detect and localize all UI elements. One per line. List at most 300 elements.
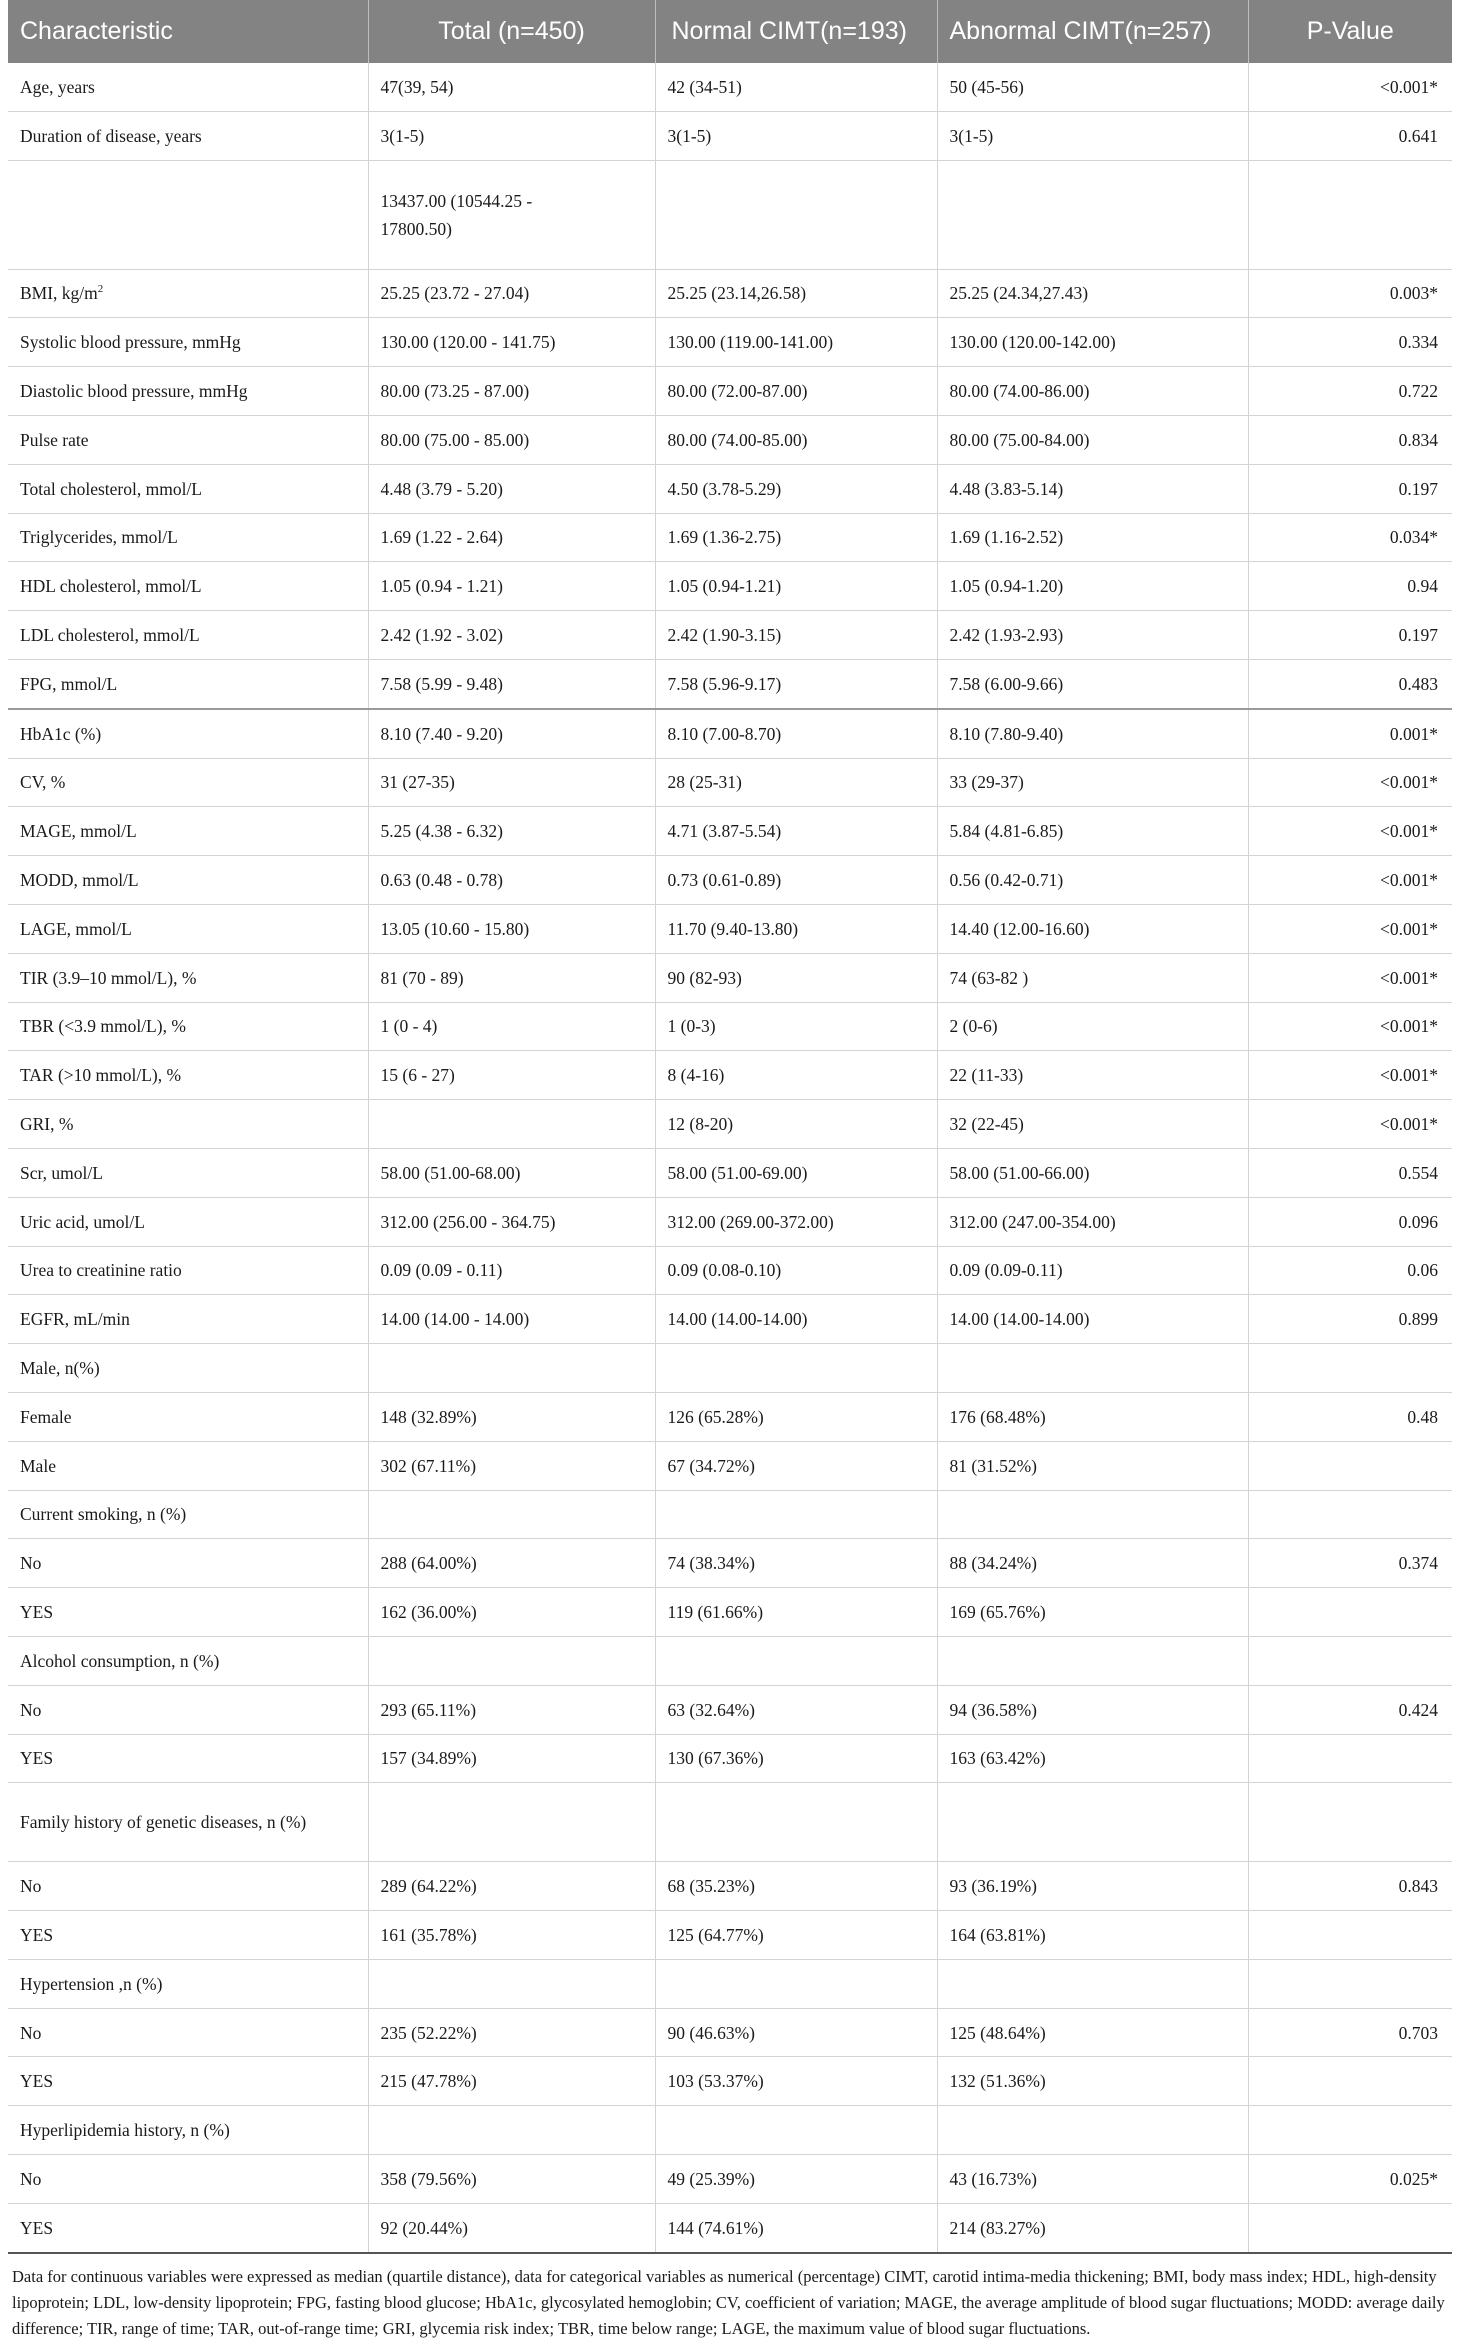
cell-total <box>368 1051 655 1100</box>
cell-text: 1.05 (0.94-1.20) <box>949 576 1064 597</box>
cell-characteristic <box>8 659 368 708</box>
cell-characteristic <box>8 1148 368 1197</box>
cell-text: 1.69 (1.22 - 2.64) <box>380 527 503 548</box>
cell-text: 0.94 <box>1407 576 1438 597</box>
cell-text: 0.09 (0.09-0.11) <box>949 1260 1063 1281</box>
cell-text: 132 (51.36%) <box>949 2071 1046 2092</box>
cell-characteristic <box>8 1685 368 1734</box>
cell-characteristic <box>8 1246 368 1295</box>
cell-text: <0.001* <box>1380 870 1438 891</box>
characteristics-table <box>8 0 1452 2254</box>
cell-p-value <box>1248 2106 1452 2155</box>
cell-normal-cimt <box>655 1100 937 1149</box>
cell-abnormal-cimt <box>937 1197 1248 1246</box>
cell-total <box>368 1588 655 1637</box>
cell-text: 8.10 (7.40 - 9.20) <box>380 723 503 744</box>
cell-text: 2 (0-6) <box>949 1016 998 1037</box>
cell-text: Hyperlipidemia history, n (%) <box>20 2120 230 2141</box>
table-row <box>8 1295 1452 1344</box>
cell-text: 8.10 (7.00-8.70) <box>667 723 782 744</box>
cell-normal-cimt <box>655 1959 937 2008</box>
cell-normal-cimt <box>655 1862 937 1911</box>
table-row <box>8 2008 1452 2057</box>
cell-text: 0.48 <box>1407 1406 1438 1427</box>
cell-characteristic <box>8 1959 368 2008</box>
cell-text: 11.70 (9.40-13.80) <box>667 918 799 939</box>
header-abnormal-cimt: Abnormal CIMT(n=257) <box>937 0 1248 63</box>
cell-text: 4.50 (3.78-5.29) <box>667 478 782 499</box>
cell-characteristic <box>8 1734 368 1783</box>
table-row <box>8 1148 1452 1197</box>
cell-text: 0.56 (0.42-0.71) <box>949 870 1064 891</box>
cell-normal-cimt <box>655 1392 937 1441</box>
cell-text: 1.69 (1.16-2.52) <box>949 527 1064 548</box>
cell-abnormal-cimt <box>937 709 1248 758</box>
cell-text: Alcohol consumption, n (%) <box>20 1650 220 1671</box>
cell-text: 93 (36.19%) <box>949 1876 1037 1897</box>
table-row <box>8 1344 1452 1393</box>
cell-p-value <box>1248 1441 1452 1490</box>
cell-abnormal-cimt <box>937 1051 1248 1100</box>
table-row <box>8 562 1452 611</box>
cell-text: 28 (25-31) <box>667 772 742 793</box>
cell-normal-cimt <box>655 318 937 367</box>
table-row <box>8 1392 1452 1441</box>
cell-text: <0.001* <box>1380 821 1438 842</box>
cell-text: 0.001* <box>1389 723 1438 744</box>
cell-total <box>368 1862 655 1911</box>
cell-text: Scr, umol/L <box>20 1162 103 1183</box>
cell-text: No <box>20 1553 42 1574</box>
cell-abnormal-cimt <box>937 1002 1248 1051</box>
cell-text: 0.641 <box>1398 125 1438 146</box>
cell-text: <0.001* <box>1380 1114 1438 1135</box>
cell-abnormal-cimt <box>937 659 1248 708</box>
cell-p-value <box>1248 611 1452 660</box>
cell-characteristic <box>8 2057 368 2106</box>
cell-characteristic <box>8 1344 368 1393</box>
cell-total <box>368 1100 655 1149</box>
cell-text: 80.00 (75.00 - 85.00) <box>380 429 530 450</box>
cell-normal-cimt <box>655 856 937 905</box>
cell-text: 214 (83.27%) <box>949 2217 1046 2238</box>
cell-text: TBR (<3.9 mmol/L), % <box>20 1016 186 1037</box>
cell-text: 302 (67.11%) <box>380 1455 477 1476</box>
cell-abnormal-cimt <box>937 611 1248 660</box>
cell-normal-cimt <box>655 1002 937 1051</box>
cell-text: 80.00 (74.00-85.00) <box>667 429 808 450</box>
table-row <box>8 1734 1452 1783</box>
cell-characteristic <box>8 611 368 660</box>
cell-abnormal-cimt <box>937 2057 1248 2106</box>
cell-p-value <box>1248 1051 1452 1100</box>
cell-p-value <box>1248 2155 1452 2204</box>
table-row <box>8 953 1452 1002</box>
header-total: Total (n=450) <box>368 0 655 63</box>
cell-normal-cimt <box>655 2203 937 2252</box>
cell-text: 25.25 (24.34,27.43) <box>949 283 1089 304</box>
header-normal-cimt: Normal CIMT(n=193) <box>655 0 937 63</box>
cell-p-value <box>1248 758 1452 807</box>
cell-p-value <box>1248 1344 1452 1393</box>
cell-text: 312.00 (256.00 - 364.75) <box>380 1211 556 1232</box>
cell-characteristic <box>8 1100 368 1149</box>
table-row <box>8 904 1452 953</box>
cell-normal-cimt <box>655 611 937 660</box>
cell-normal-cimt <box>655 415 937 464</box>
cell-text: <0.001* <box>1380 772 1438 793</box>
cell-text: 4.71 (3.87-5.54) <box>667 821 782 842</box>
cell-p-value <box>1248 1295 1452 1344</box>
cell-abnormal-cimt <box>937 904 1248 953</box>
cell-text: 90 (46.63%) <box>667 2022 755 2043</box>
cell-text: No <box>20 2168 42 2189</box>
cell-text: No <box>20 2022 42 2043</box>
table-row <box>8 2155 1452 2204</box>
cell-text: MAGE, mmol/L <box>20 821 137 842</box>
cell-text: HDL cholesterol, mmol/L <box>20 576 202 597</box>
cell-normal-cimt <box>655 1539 937 1588</box>
cell-text: 235 (52.22%) <box>380 2022 477 2043</box>
cell-text: TIR (3.9–10 mmol/L), % <box>20 967 197 988</box>
cell-p-value <box>1248 1100 1452 1149</box>
cell-abnormal-cimt <box>937 562 1248 611</box>
document <box>8 0 1452 2342</box>
cell-p-value <box>1248 63 1452 111</box>
cell-characteristic <box>8 415 368 464</box>
cell-total <box>368 1539 655 1588</box>
table-row <box>8 269 1452 318</box>
cell-normal-cimt <box>655 160 937 269</box>
cell-p-value <box>1248 1490 1452 1539</box>
cell-characteristic <box>8 856 368 905</box>
cell-text: 14.00 (14.00-14.00) <box>949 1309 1090 1330</box>
cell-text: 25.25 (23.14,26.58) <box>667 283 807 304</box>
cell-text: LDL cholesterol, mmol/L <box>20 625 200 646</box>
cell-text: Current smoking, n (%) <box>20 1504 187 1525</box>
cell-p-value <box>1248 856 1452 905</box>
cell-abnormal-cimt <box>937 2203 1248 2252</box>
cell-total <box>368 611 655 660</box>
cell-total <box>368 269 655 318</box>
table-row <box>8 2106 1452 2155</box>
cell-normal-cimt <box>655 111 937 160</box>
cell-text: <0.001* <box>1380 1065 1438 1086</box>
table-row <box>8 1051 1452 1100</box>
cell-total <box>368 2155 655 2204</box>
cell-abnormal-cimt <box>937 2155 1248 2204</box>
cell-p-value <box>1248 1002 1452 1051</box>
cell-characteristic <box>8 1911 368 1960</box>
cell-text: 3(1-5) <box>380 125 425 146</box>
cell-p-value <box>1248 953 1452 1002</box>
cell-normal-cimt <box>655 2057 937 2106</box>
cell-text: Female <box>20 1406 72 1427</box>
cell-text: GRI, % <box>20 1114 74 1135</box>
cell-characteristic <box>8 904 368 953</box>
cell-text: 130 (67.36%) <box>667 1748 764 1769</box>
cell-total <box>368 659 655 708</box>
cell-text: 68 (35.23%) <box>667 1876 755 1897</box>
cell-text: 25.25 (23.72 - 27.04) <box>380 283 530 304</box>
table-row <box>8 1911 1452 1960</box>
cell-p-value <box>1248 807 1452 856</box>
cell-p-value <box>1248 1862 1452 1911</box>
cell-p-value <box>1248 904 1452 953</box>
cell-characteristic <box>8 111 368 160</box>
table-row <box>8 1246 1452 1295</box>
cell-total <box>368 2203 655 2252</box>
cell-abnormal-cimt <box>937 1783 1248 1862</box>
cell-text: Uric acid, umol/L <box>20 1211 145 1232</box>
header-characteristic: Characteristic <box>8 0 368 63</box>
table-row <box>8 758 1452 807</box>
cell-text: 50 (45-56) <box>949 76 1024 97</box>
cell-text: 81 (31.52%) <box>949 1455 1037 1476</box>
cell-abnormal-cimt <box>937 1685 1248 1734</box>
cell-text: 80.00 (72.00-87.00) <box>667 381 808 402</box>
cell-text: 3(1-5) <box>949 125 994 146</box>
cell-text: Total cholesterol, mmol/L <box>20 478 202 499</box>
table-row <box>8 807 1452 856</box>
cell-text: 74 (38.34%) <box>667 1553 755 1574</box>
cell-total <box>368 562 655 611</box>
cell-text: 0.09 (0.08-0.10) <box>667 1260 782 1281</box>
cell-abnormal-cimt <box>937 1441 1248 1490</box>
cell-normal-cimt <box>655 807 937 856</box>
cell-total <box>368 1783 655 1862</box>
cell-total <box>368 1197 655 1246</box>
cell-abnormal-cimt <box>937 953 1248 1002</box>
cell-text: 47(39, 54) <box>380 76 454 97</box>
cell-abnormal-cimt <box>937 1246 1248 1295</box>
cell-text: 312.00 (247.00-354.00) <box>949 1211 1116 1232</box>
cell-text: 161 (35.78%) <box>380 1924 477 1945</box>
cell-text: LAGE, mmol/L <box>20 918 132 939</box>
cell-text: 49 (25.39%) <box>667 2168 755 2189</box>
cell-text: 7.58 (5.99 - 9.48) <box>380 673 503 694</box>
cell-normal-cimt <box>655 1685 937 1734</box>
cell-normal-cimt <box>655 2106 937 2155</box>
cell-text: 0.003* <box>1389 283 1438 304</box>
table-row <box>8 2057 1452 2106</box>
cell-abnormal-cimt <box>937 318 1248 367</box>
cell-total <box>368 904 655 953</box>
cell-text: 12 (8-20) <box>667 1114 734 1135</box>
cell-text: 0.843 <box>1398 1876 1438 1897</box>
table-row <box>8 160 1452 269</box>
cell-total <box>368 464 655 513</box>
cell-text: 176 (68.48%) <box>949 1406 1046 1427</box>
cell-text: 215 (47.78%) <box>380 2071 477 2092</box>
cell-total <box>368 160 655 269</box>
cell-text: 163 (63.42%) <box>949 1748 1046 1769</box>
cell-characteristic <box>8 160 368 269</box>
cell-p-value <box>1248 160 1452 269</box>
cell-text: 31 (27-35) <box>380 772 455 793</box>
cell-text: 4.48 (3.83-5.14) <box>949 478 1064 499</box>
cell-abnormal-cimt <box>937 1734 1248 1783</box>
cell-total <box>368 1441 655 1490</box>
cell-text: YES <box>20 2217 54 2238</box>
cell-text: 0.73 (0.61-0.89) <box>667 870 782 891</box>
cell-total <box>368 1685 655 1734</box>
cell-text: 14.00 (14.00-14.00) <box>667 1309 808 1330</box>
table-header <box>8 0 1452 63</box>
cell-text: <0.001* <box>1380 967 1438 988</box>
cell-p-value <box>1248 2203 1452 2252</box>
cell-normal-cimt <box>655 1148 937 1197</box>
cell-text: 144 (74.61%) <box>667 2217 764 2238</box>
cell-abnormal-cimt <box>937 1344 1248 1393</box>
cell-text: 5.25 (4.38 - 6.32) <box>380 821 503 842</box>
cell-abnormal-cimt <box>937 1911 1248 1960</box>
cell-abnormal-cimt <box>937 269 1248 318</box>
cell-abnormal-cimt <box>937 1636 1248 1685</box>
cell-p-value <box>1248 1911 1452 1960</box>
cell-text: 14.00 (14.00 - 14.00) <box>380 1309 530 1330</box>
cell-abnormal-cimt <box>937 63 1248 111</box>
cell-abnormal-cimt <box>937 160 1248 269</box>
cell-text: 42 (34-51) <box>667 76 742 97</box>
cell-characteristic <box>8 1051 368 1100</box>
cell-text: 148 (32.89%) <box>380 1406 477 1427</box>
cell-characteristic <box>8 709 368 758</box>
cell-p-value <box>1248 659 1452 708</box>
cell-characteristic <box>8 562 368 611</box>
cell-text: 13.05 (10.60 - 15.80) <box>380 918 530 939</box>
table-footnote: Data for continuous variables were expressed as median (quartile distance), data for categorical variables as numerical (percentage) CIMT, carotid intima-media thickening; BMI, body mass index; HDL, high-density lipoprotein; LDL, low-density lipoprotein; FPG, fasting blood glucose; HbA1c, glycosylated hemoglobin; CV, coefficient of variation; MAGE, the average amplitude of blood sugar fluctuations; MODD: average daily difference; TIR, range of time; TAR, out-of-range time; GRI, glycemia risk index; TBR, time below range; LAGE, the maximum value of blood sugar fluctuations. <box>12 2266 1445 2338</box>
cell-text: 4.48 (3.79 - 5.20) <box>380 478 503 499</box>
cell-normal-cimt <box>655 562 937 611</box>
cell-characteristic <box>8 269 368 318</box>
cell-total <box>368 1734 655 1783</box>
cell-p-value <box>1248 709 1452 758</box>
cell-text: 0.722 <box>1398 381 1438 402</box>
cell-total <box>368 1295 655 1344</box>
cell-abnormal-cimt <box>937 1148 1248 1197</box>
header-row <box>8 0 1452 63</box>
cell-normal-cimt <box>655 1441 937 1490</box>
cell-text: 0.334 <box>1398 332 1438 353</box>
cell-text: 80.00 (74.00-86.00) <box>949 381 1090 402</box>
cell-total <box>368 1344 655 1393</box>
cell-characteristic <box>8 807 368 856</box>
cell-text: 162 (36.00%) <box>380 1602 477 1622</box>
cell-normal-cimt <box>655 953 937 1002</box>
table-row <box>8 659 1452 708</box>
cell-text: 103 (53.37%) <box>667 2071 764 2092</box>
table-row <box>8 1490 1452 1539</box>
table-row <box>8 1685 1452 1734</box>
cell-text: 0.834 <box>1398 429 1438 450</box>
cell-text: 358 (79.56%) <box>380 2168 477 2189</box>
cell-characteristic <box>8 464 368 513</box>
cell-text: 88 (34.24%) <box>949 1553 1037 1574</box>
cell-text: 58.00 (51.00-68.00) <box>380 1162 521 1183</box>
cell-p-value <box>1248 1392 1452 1441</box>
cell-normal-cimt <box>655 1295 937 1344</box>
cell-total <box>368 1636 655 1685</box>
superscript: 2 <box>97 283 104 296</box>
cell-text: 7.58 (5.96-9.17) <box>667 673 782 694</box>
cell-text: 0.554 <box>1398 1162 1438 1183</box>
cell-text: Age, years <box>20 76 95 97</box>
cell-total <box>368 1002 655 1051</box>
cell-text: CV, % <box>20 772 66 793</box>
cell-total <box>368 2106 655 2155</box>
cell-text: 3(1-5) <box>667 125 712 146</box>
cell-text: 81 (70 - 89) <box>380 967 464 988</box>
cell-p-value <box>1248 1734 1452 1783</box>
cell-abnormal-cimt <box>937 1490 1248 1539</box>
cell-text: 80.00 (75.00-84.00) <box>949 429 1090 450</box>
cell-normal-cimt <box>655 1344 937 1393</box>
cell-text: 0.197 <box>1398 478 1438 499</box>
cell-text: Urea to creatinine ratio <box>20 1260 182 1281</box>
cell-abnormal-cimt <box>937 1295 1248 1344</box>
cell-normal-cimt <box>655 1783 937 1862</box>
cell-text: 126 (65.28%) <box>667 1406 764 1427</box>
cell-text: <0.001* <box>1380 918 1438 939</box>
cell-characteristic <box>8 1441 368 1490</box>
cell-text: 13437.00 (10544.25 - 17800.50) <box>380 190 533 239</box>
cell-text: 0.034* <box>1389 527 1438 548</box>
cell-total <box>368 1392 655 1441</box>
cell-text: Male, n(%) <box>20 1358 100 1379</box>
cell-text: 7.58 (6.00-9.66) <box>949 673 1064 694</box>
cell-text: 125 (64.77%) <box>667 1924 764 1945</box>
cell-text: 94 (36.58%) <box>949 1699 1037 1720</box>
cell-p-value <box>1248 1636 1452 1685</box>
cell-p-value <box>1248 1588 1452 1637</box>
cell-characteristic <box>8 2008 368 2057</box>
cell-text: 8.10 (7.80-9.40) <box>949 723 1064 744</box>
cell-total <box>368 1911 655 1960</box>
cell-text: 15 (6 - 27) <box>380 1065 455 1086</box>
cell-text: 63 (32.64%) <box>667 1699 755 1720</box>
cell-text: 67 (34.72%) <box>667 1455 755 1476</box>
cell-total <box>368 758 655 807</box>
cell-characteristic <box>8 367 368 416</box>
cell-characteristic <box>8 63 368 111</box>
cell-text: 32 (22-45) <box>949 1114 1024 1135</box>
cell-text: 1.05 (0.94 - 1.21) <box>380 576 503 597</box>
cell-text: 0.899 <box>1398 1309 1438 1330</box>
cell-text: YES <box>20 2071 54 2092</box>
cell-abnormal-cimt <box>937 1862 1248 1911</box>
cell-text: 2.42 (1.93-2.93) <box>949 625 1064 646</box>
table-row <box>8 1002 1452 1051</box>
cell-normal-cimt <box>655 2008 937 2057</box>
cell-total <box>368 513 655 562</box>
cell-text: 0.096 <box>1398 1211 1438 1232</box>
cell-text: 0.374 <box>1398 1553 1438 1574</box>
cell-normal-cimt <box>655 1490 937 1539</box>
cell-text: 1 (0 - 4) <box>380 1016 438 1037</box>
cell-normal-cimt <box>655 367 937 416</box>
cell-characteristic <box>8 1392 368 1441</box>
cell-normal-cimt <box>655 904 937 953</box>
cell-text: 130.00 (120.00 - 141.75) <box>380 332 556 353</box>
cell-text: TAR (>10 mmol/L), % <box>20 1065 182 1086</box>
cell-text: YES <box>20 1924 54 1945</box>
cell-p-value <box>1248 111 1452 160</box>
cell-text: 0.424 <box>1398 1699 1438 1720</box>
table-row <box>8 1783 1452 1862</box>
cell-normal-cimt <box>655 1051 937 1100</box>
cell-p-value <box>1248 1197 1452 1246</box>
